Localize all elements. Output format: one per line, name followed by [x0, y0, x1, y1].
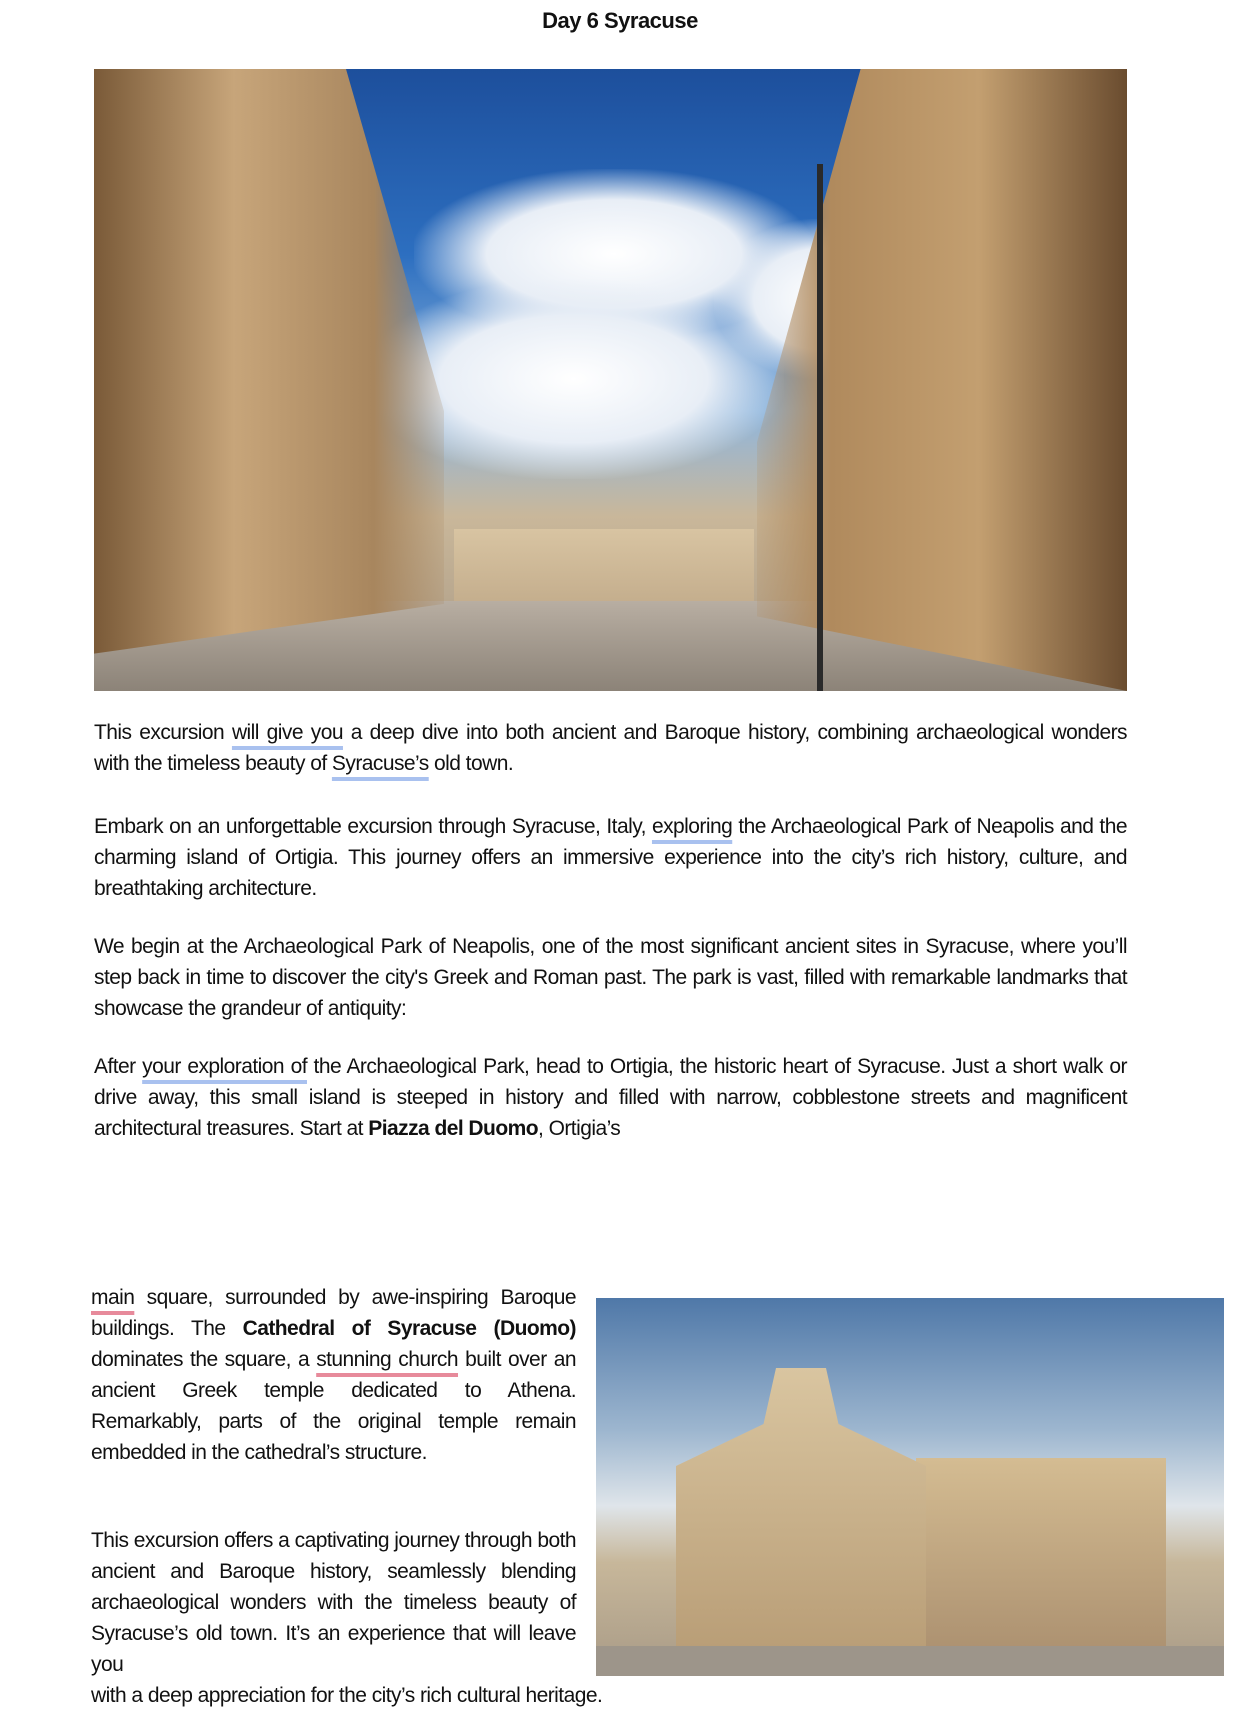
paragraph-intro: This excursion will give you a deep dive into both ancient and Baroque history, combining archaeological wonders with the timeless beauty of Syracuse’s old town.: [94, 721, 1127, 775]
cathedral-photo: [596, 1298, 1224, 1676]
grammar-flag[interactable]: will give you: [231, 721, 343, 744]
paragraph-embark: Embark on an unforgettable excursion through Syracuse, Italy, exploring the Archaeological Park of Neapolis and the charming island of Ortigia. This journey offers an immersive experience into the city’s rich history, culture, and breathtaking architecture.: [94, 815, 1127, 900]
piazza-duomo-photo: [94, 69, 1127, 691]
paragraph-summary-end: with a deep appreciation for the city’s rich cultural heritage.: [91, 1684, 603, 1707]
paragraph-cathedral: main square, surrounded by awe-inspiring Baroque buildings. The Cathedral of Syracuse (Duomo) dominates the square, a stunning church built over an ancient Greek temple dedicated to Athena. Remarkably, parts of the original temple remain embedded in the cathedral’s structure.: [91, 1286, 576, 1464]
paragraph-ortigia: After your exploration of the Archaeological Park, head to Ortigia, the historic heart of Syracuse. Just a short walk or drive away, this small island is steeped in history and filled with narrow, cobblestone streets and magnificent architectural treasures. Start at Piazza del Duomo, Ortigia’s: [94, 1055, 1127, 1140]
grammar-flag[interactable]: your exploration of: [142, 1055, 307, 1078]
paragraph-summary: This excursion offers a captivating journey through both ancient and Baroque history, seamlessly blending archaeological wonders with the timeless beauty of Syracuse’s old town. It’s an experience that will leave you: [91, 1529, 576, 1676]
spelling-flag[interactable]: stunning church: [316, 1348, 459, 1371]
page-title: Day 6 Syracuse: [542, 8, 698, 33]
lamp-post: [817, 164, 823, 691]
grammar-flag[interactable]: exploring: [651, 815, 733, 838]
paragraph-neapolis: We begin at the Archaeological Park of Neapolis, one of the most significant ancient sites in Syracuse, where you’ll step back in time to discover the city's Greek and Roman past. The park is vast, filled with remarkable landmarks that showcase the grandeur of antiquity:: [94, 935, 1127, 1020]
grammar-flag[interactable]: Syracuse’s: [331, 752, 429, 775]
spelling-flag[interactable]: main: [91, 1286, 135, 1309]
